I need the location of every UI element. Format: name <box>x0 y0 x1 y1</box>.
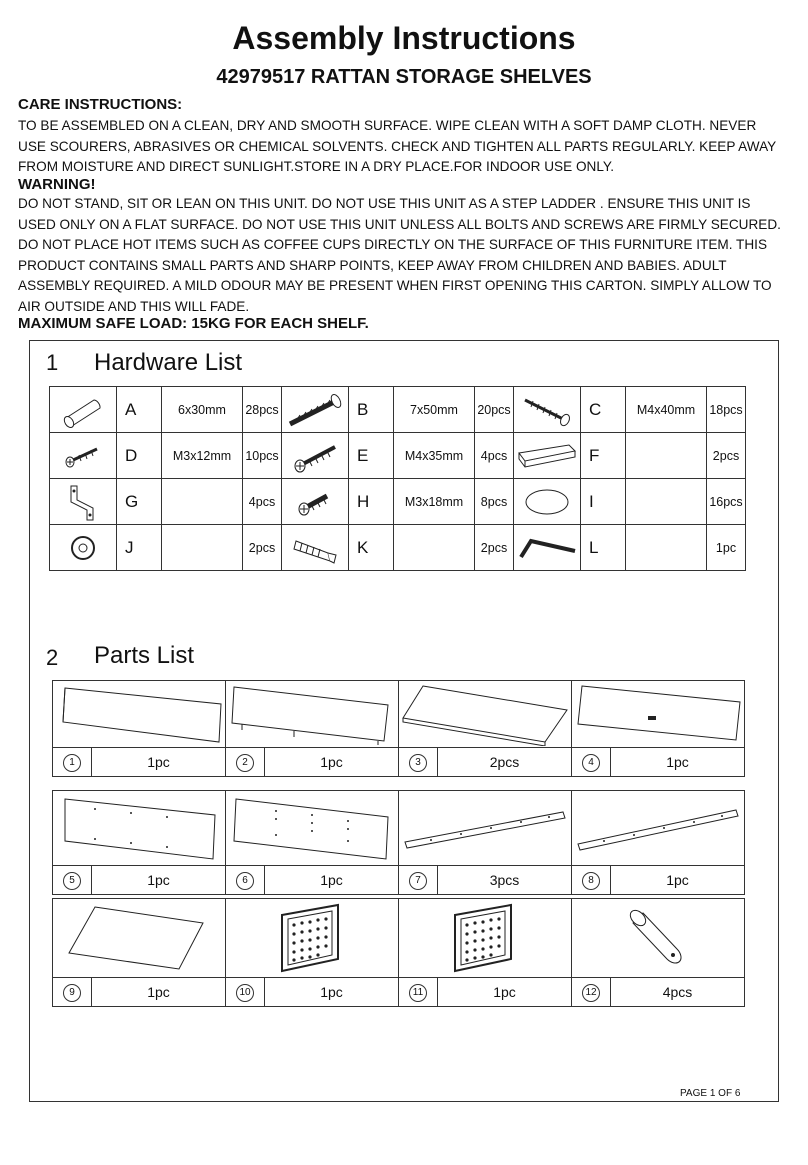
part-image-cell <box>226 791 399 866</box>
part-number: 3 <box>409 754 427 772</box>
hw-size: M4x40mm <box>626 387 707 433</box>
hardware-row <box>50 479 746 525</box>
washer-icon <box>66 540 100 554</box>
divider-panel-icon <box>228 819 396 836</box>
hw-qty: 28pcs <box>243 387 282 433</box>
part-image-cell <box>53 899 226 978</box>
allen-key-icon <box>515 540 579 554</box>
part-image-cell <box>572 899 745 978</box>
hw-qty: 2pcs <box>243 525 282 571</box>
felt-pad-icon <box>522 494 572 508</box>
rattan-drawer-front-icon <box>445 929 525 946</box>
part-number-cell <box>226 978 265 1007</box>
part-image-cell <box>226 899 399 978</box>
warning-line: AIR OUTSIDE AND THIS WILL FADE. <box>18 298 250 314</box>
part-qty: 1pc <box>438 978 572 1007</box>
back-panel-icon <box>55 929 223 946</box>
hardware-row <box>50 433 746 479</box>
part-number: 10 <box>236 984 254 1002</box>
part-number-cell <box>226 866 265 895</box>
long-screw-icon <box>519 402 575 416</box>
hw-size: 7x50mm <box>394 387 475 433</box>
hardware-heading: Hardware List <box>94 349 243 376</box>
hw-icon-cell <box>282 479 349 525</box>
hw-qty: 16pcs <box>707 479 746 525</box>
part-number: 7 <box>409 872 427 890</box>
hw-icon-cell <box>514 525 581 571</box>
warning-line: PRODUCT CONTAINS SMALL PARTS AND SHARP POINTS, KEEP AWAY FROM CHILDREN AND BABIES. ADULT <box>18 257 727 273</box>
hardware-row <box>50 387 746 433</box>
shelf-icon <box>401 705 569 722</box>
leg-icon <box>613 929 703 946</box>
hw-size <box>394 525 475 571</box>
max-load-notice: MAXIMUM SAFE LOAD: 15KG FOR EACH SHELF. <box>18 315 369 332</box>
warning-line: ASSEMBLY REQUIRED. A MILD ODOUR MAY BE PRESENT WHEN FIRST OPENING THIS CARTON. SIMPLY ALLOW TO <box>18 278 772 294</box>
part-qty: 1pc <box>611 866 745 895</box>
hw-icon-cell <box>514 479 581 525</box>
part-image-cell <box>399 791 572 866</box>
hw-icon-cell <box>50 433 117 479</box>
hw-letter: B <box>349 387 394 433</box>
hw-size <box>626 433 707 479</box>
side-panel-icon <box>55 819 223 836</box>
care-line: FROM MOISTURE AND DIRECT SUNLIGHT.STORE IN A DRY PLACE.FOR INDOOR USE ONLY. <box>18 159 614 175</box>
part-number-cell <box>399 978 438 1007</box>
parts-heading: Parts List <box>94 642 195 669</box>
part-number: 8 <box>582 872 600 890</box>
part-number: 12 <box>582 984 600 1002</box>
part-qty: 1pc <box>611 748 745 777</box>
part-qty: 4pcs <box>611 978 745 1007</box>
warning-line: USED ONLY ON A FLAT SURFACE. DO NOT USE THIS UNIT UNLESS ALL BOLTS AND SCREWS ARE FIRMLY SECURED. <box>18 216 781 232</box>
part-number-cell <box>53 866 92 895</box>
hw-letter: J <box>117 525 162 571</box>
part-image-cell <box>53 681 226 748</box>
hw-qty: 2pcs <box>475 525 514 571</box>
hw-icon-cell <box>50 525 117 571</box>
part-number-cell <box>53 748 92 777</box>
hw-qty: 10pcs <box>243 433 282 479</box>
hw-qty: 4pcs <box>243 479 282 525</box>
part-number-cell <box>226 748 265 777</box>
part-number: 9 <box>63 984 81 1002</box>
part-qty: 1pc <box>265 748 399 777</box>
part-number: 4 <box>582 754 600 772</box>
part-number-cell <box>399 748 438 777</box>
hw-size: 6x30mm <box>162 387 243 433</box>
hw-icon-cell <box>50 479 117 525</box>
part-qty: 2pcs <box>438 748 572 777</box>
care-line: TO BE ASSEMBLED ON A CLEAN, DRY AND SMOOTH SURFACE. WIPE CLEAN WITH A SOFT DAMP CLOTH. NEVER <box>18 118 757 133</box>
hw-letter: E <box>349 433 394 479</box>
hw-size <box>162 479 243 525</box>
hw-letter: D <box>117 433 162 479</box>
hw-size: M3x18mm <box>394 479 475 525</box>
hw-letter: H <box>349 479 394 525</box>
parts-section-number: 2 <box>46 645 59 670</box>
part-number-cell <box>53 978 92 1007</box>
rail-icon <box>574 819 742 836</box>
part-qty: 3pcs <box>438 866 572 895</box>
page-number: PAGE 1 OF 6 <box>680 1088 741 1099</box>
hw-size <box>162 525 243 571</box>
wall-plug-icon <box>290 540 340 554</box>
part-number-cell <box>399 866 438 895</box>
hw-letter: G <box>117 479 162 525</box>
product-title: 42979517 RATTAN STORAGE SHELVES <box>216 66 592 88</box>
hw-icon-cell <box>282 525 349 571</box>
dowel-icon <box>58 402 108 416</box>
part-number-cell <box>572 978 611 1007</box>
hw-letter: L <box>581 525 626 571</box>
hw-letter: C <box>581 387 626 433</box>
part-qty: 1pc <box>92 978 226 1007</box>
hardware-table <box>49 386 746 571</box>
hardware-row <box>50 525 746 571</box>
hw-letter: A <box>117 387 162 433</box>
part-qty: 1pc <box>92 866 226 895</box>
part-number: 6 <box>236 872 254 890</box>
warning-text <box>18 194 803 318</box>
hw-size <box>626 525 707 571</box>
part-image-cell <box>572 791 745 866</box>
hw-size: M4x35mm <box>394 433 475 479</box>
hw-qty: 20pcs <box>475 387 514 433</box>
warning-line: DO NOT STAND, SIT OR LEAN ON THIS UNIT. DO NOT USE THIS UNIT AS A STEP LADDER . ENSURE THIS UNIT IS <box>18 196 751 211</box>
part-number: 2 <box>236 754 254 772</box>
part-qty: 1pc <box>265 978 399 1007</box>
hw-letter: I <box>581 479 626 525</box>
part-number-cell <box>572 866 611 895</box>
bottom-panel-icon <box>228 705 396 722</box>
part-number-cell <box>572 748 611 777</box>
hw-qty: 1pc <box>707 525 746 571</box>
rattan-drawer-front-icon <box>272 929 352 946</box>
short-screw-icon <box>61 448 105 462</box>
wood-block-icon <box>515 448 579 462</box>
hw-qty: 18pcs <box>707 387 746 433</box>
hw-icon-cell <box>50 387 117 433</box>
part-image-cell <box>399 681 572 748</box>
hw-qty: 8pcs <box>475 479 514 525</box>
hw-icon-cell <box>514 387 581 433</box>
hw-qty: 4pcs <box>475 433 514 479</box>
bracket-icon <box>63 494 103 508</box>
document-title: Assembly Instructions <box>232 20 576 56</box>
warning-line: DO NOT PLACE HOT ITEMS SUCH AS COFFEE CUPS DIRECTLY ON THE SURFACE OF THIS FURNITURE ITEM. THIS <box>18 237 768 253</box>
parts-table-row-1 <box>52 680 745 777</box>
care-text <box>18 116 803 178</box>
part-image-cell <box>572 681 745 748</box>
hw-size <box>626 479 707 525</box>
care-line: USE SCOURERS, ABRASIVES OR CHEMICAL SOLVENTS. CHECK AND TIGHTEN ALL PARTS REGULARLY. KEEP AWAY <box>18 138 777 154</box>
part-number: 11 <box>409 984 427 1002</box>
part-qty: 1pc <box>92 748 226 777</box>
hardware-section-number: 1 <box>46 350 59 375</box>
top-panel-icon <box>55 705 223 722</box>
part-number: 1 <box>63 754 81 772</box>
stubby-screw-icon <box>293 494 337 508</box>
hw-size: M3x12mm <box>162 433 243 479</box>
screw-icon <box>289 448 341 462</box>
shelf-board-icon <box>574 705 742 722</box>
part-image-cell <box>226 681 399 748</box>
hw-letter: K <box>349 525 394 571</box>
parts-table-row-3 <box>52 898 745 1007</box>
warning-heading: WARNING! <box>18 176 96 193</box>
hw-icon-cell <box>514 433 581 479</box>
hw-qty: 2pcs <box>707 433 746 479</box>
parts-table-row-2 <box>52 790 745 895</box>
hw-icon-cell <box>282 387 349 433</box>
care-heading: CARE INSTRUCTIONS: <box>18 96 183 113</box>
part-qty: 1pc <box>265 866 399 895</box>
hw-letter: F <box>581 433 626 479</box>
rail-icon <box>401 819 569 836</box>
part-image-cell <box>53 791 226 866</box>
part-number: 5 <box>63 872 81 890</box>
part-image-cell <box>399 899 572 978</box>
wood-screw-icon <box>284 402 346 416</box>
hw-icon-cell <box>282 433 349 479</box>
